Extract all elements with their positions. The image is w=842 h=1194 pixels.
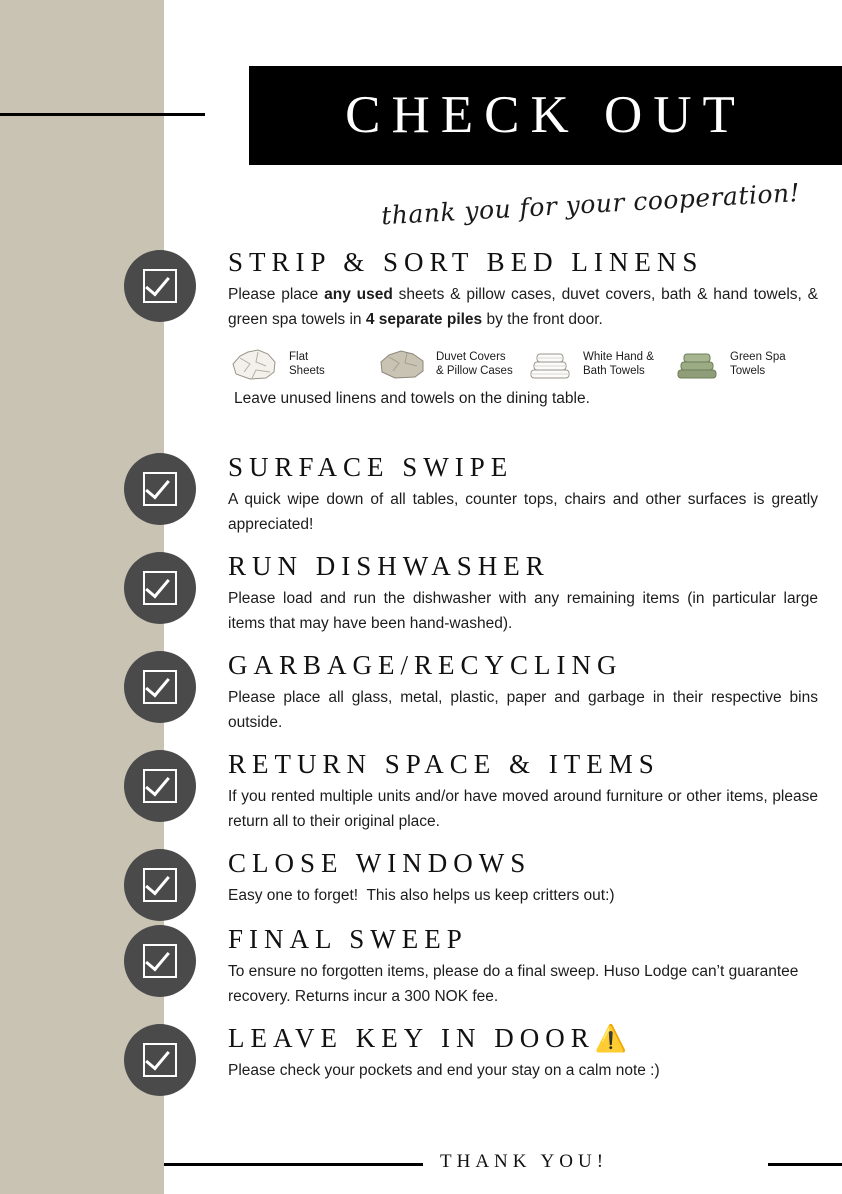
section-title: FINAL SWEEP	[228, 924, 468, 954]
section-title: STRIP & SORT BED LINENS	[228, 247, 704, 277]
warning-triangle-icon: ⚠️	[594, 1024, 628, 1053]
script-subtitle: thank you for your cooperation!	[380, 178, 801, 231]
section-title: RUN DISHWASHER	[228, 551, 550, 581]
checkbox-icon	[124, 453, 196, 525]
section-title: RETURN SPACE & ITEMS	[228, 749, 660, 779]
checkbox-icon	[124, 750, 196, 822]
section-text: A quick wipe down of all tables, counter tops, chairs and other surfaces is greatly appreciated!	[228, 490, 818, 533]
page-title: CHECK OUT	[345, 86, 746, 144]
footer-rule-left	[164, 1163, 423, 1166]
green-towels-icon	[671, 344, 723, 384]
list-item	[124, 651, 824, 750]
crumpled-sheets-icon	[230, 344, 282, 384]
top-left-rule	[0, 113, 205, 116]
section-text: Please place all glass, metal, plastic, paper and garbage in their respective bins outside.	[228, 688, 818, 731]
list-item	[124, 750, 824, 849]
list-item	[124, 849, 824, 925]
section-title: CLOSE WINDOWS	[228, 848, 532, 878]
checkbox-icon	[124, 925, 196, 997]
section-text: To ensure no forgotten items, please do a final sweep. Huso Lodge can’t guarantee recovery. Returns incur a 300 NOK fee.	[228, 962, 799, 1005]
checklist	[124, 248, 824, 1104]
list-item	[524, 344, 671, 384]
list-item	[377, 344, 524, 384]
section-title	[228, 1024, 818, 1054]
checkbox-icon	[124, 849, 196, 921]
checkbox-icon	[124, 651, 196, 723]
list-item	[124, 552, 824, 651]
list-item	[124, 248, 824, 453]
checkbox-icon	[124, 1024, 196, 1096]
section-title-text: LEAVE KEY IN DOOR	[228, 1023, 595, 1053]
section-title: GARBAGE/RECYCLING	[228, 650, 623, 680]
white-towels-icon	[524, 344, 576, 384]
section-text: Please check your pockets and end your stay on a calm note :)	[228, 1061, 660, 1079]
folded-duvet-icon	[377, 344, 429, 384]
section-text: Easy one to forget! This also helps us keep critters out:)	[228, 886, 615, 904]
list-item	[124, 1024, 824, 1104]
pile-label: Duvet Covers & Pillow Cases	[436, 350, 513, 377]
unused-linens-note: Leave unused linens and towels on the dining table.	[234, 389, 590, 407]
list-item	[230, 344, 377, 384]
list-item	[124, 453, 824, 552]
footer-thank-you: THANK YOU!	[440, 1151, 609, 1172]
checkbox-icon	[124, 250, 196, 322]
section-text: Please place any used sheets & pillow cases, duvet covers, bath & hand towels, & green spa towels in 4 separate piles by the front door.	[228, 285, 818, 328]
pile-label: Green Spa Towels	[730, 350, 786, 377]
list-item	[671, 344, 818, 384]
section-text: Please load and run the dishwasher with any remaining items (in particular large items that may have been hand-washed).	[228, 589, 818, 632]
pile-label: Flat Sheets	[289, 350, 325, 377]
pile-legend	[230, 344, 818, 384]
title-bar	[249, 66, 842, 165]
list-item	[124, 925, 824, 1024]
footer-rule-right	[768, 1163, 842, 1166]
checkbox-icon	[124, 552, 196, 624]
section-text: If you rented multiple units and/or have moved around furniture or other items, please return all to their original place.	[228, 787, 818, 830]
section-title: SURFACE SWIPE	[228, 452, 514, 482]
pile-label: White Hand & Bath Towels	[583, 350, 654, 377]
